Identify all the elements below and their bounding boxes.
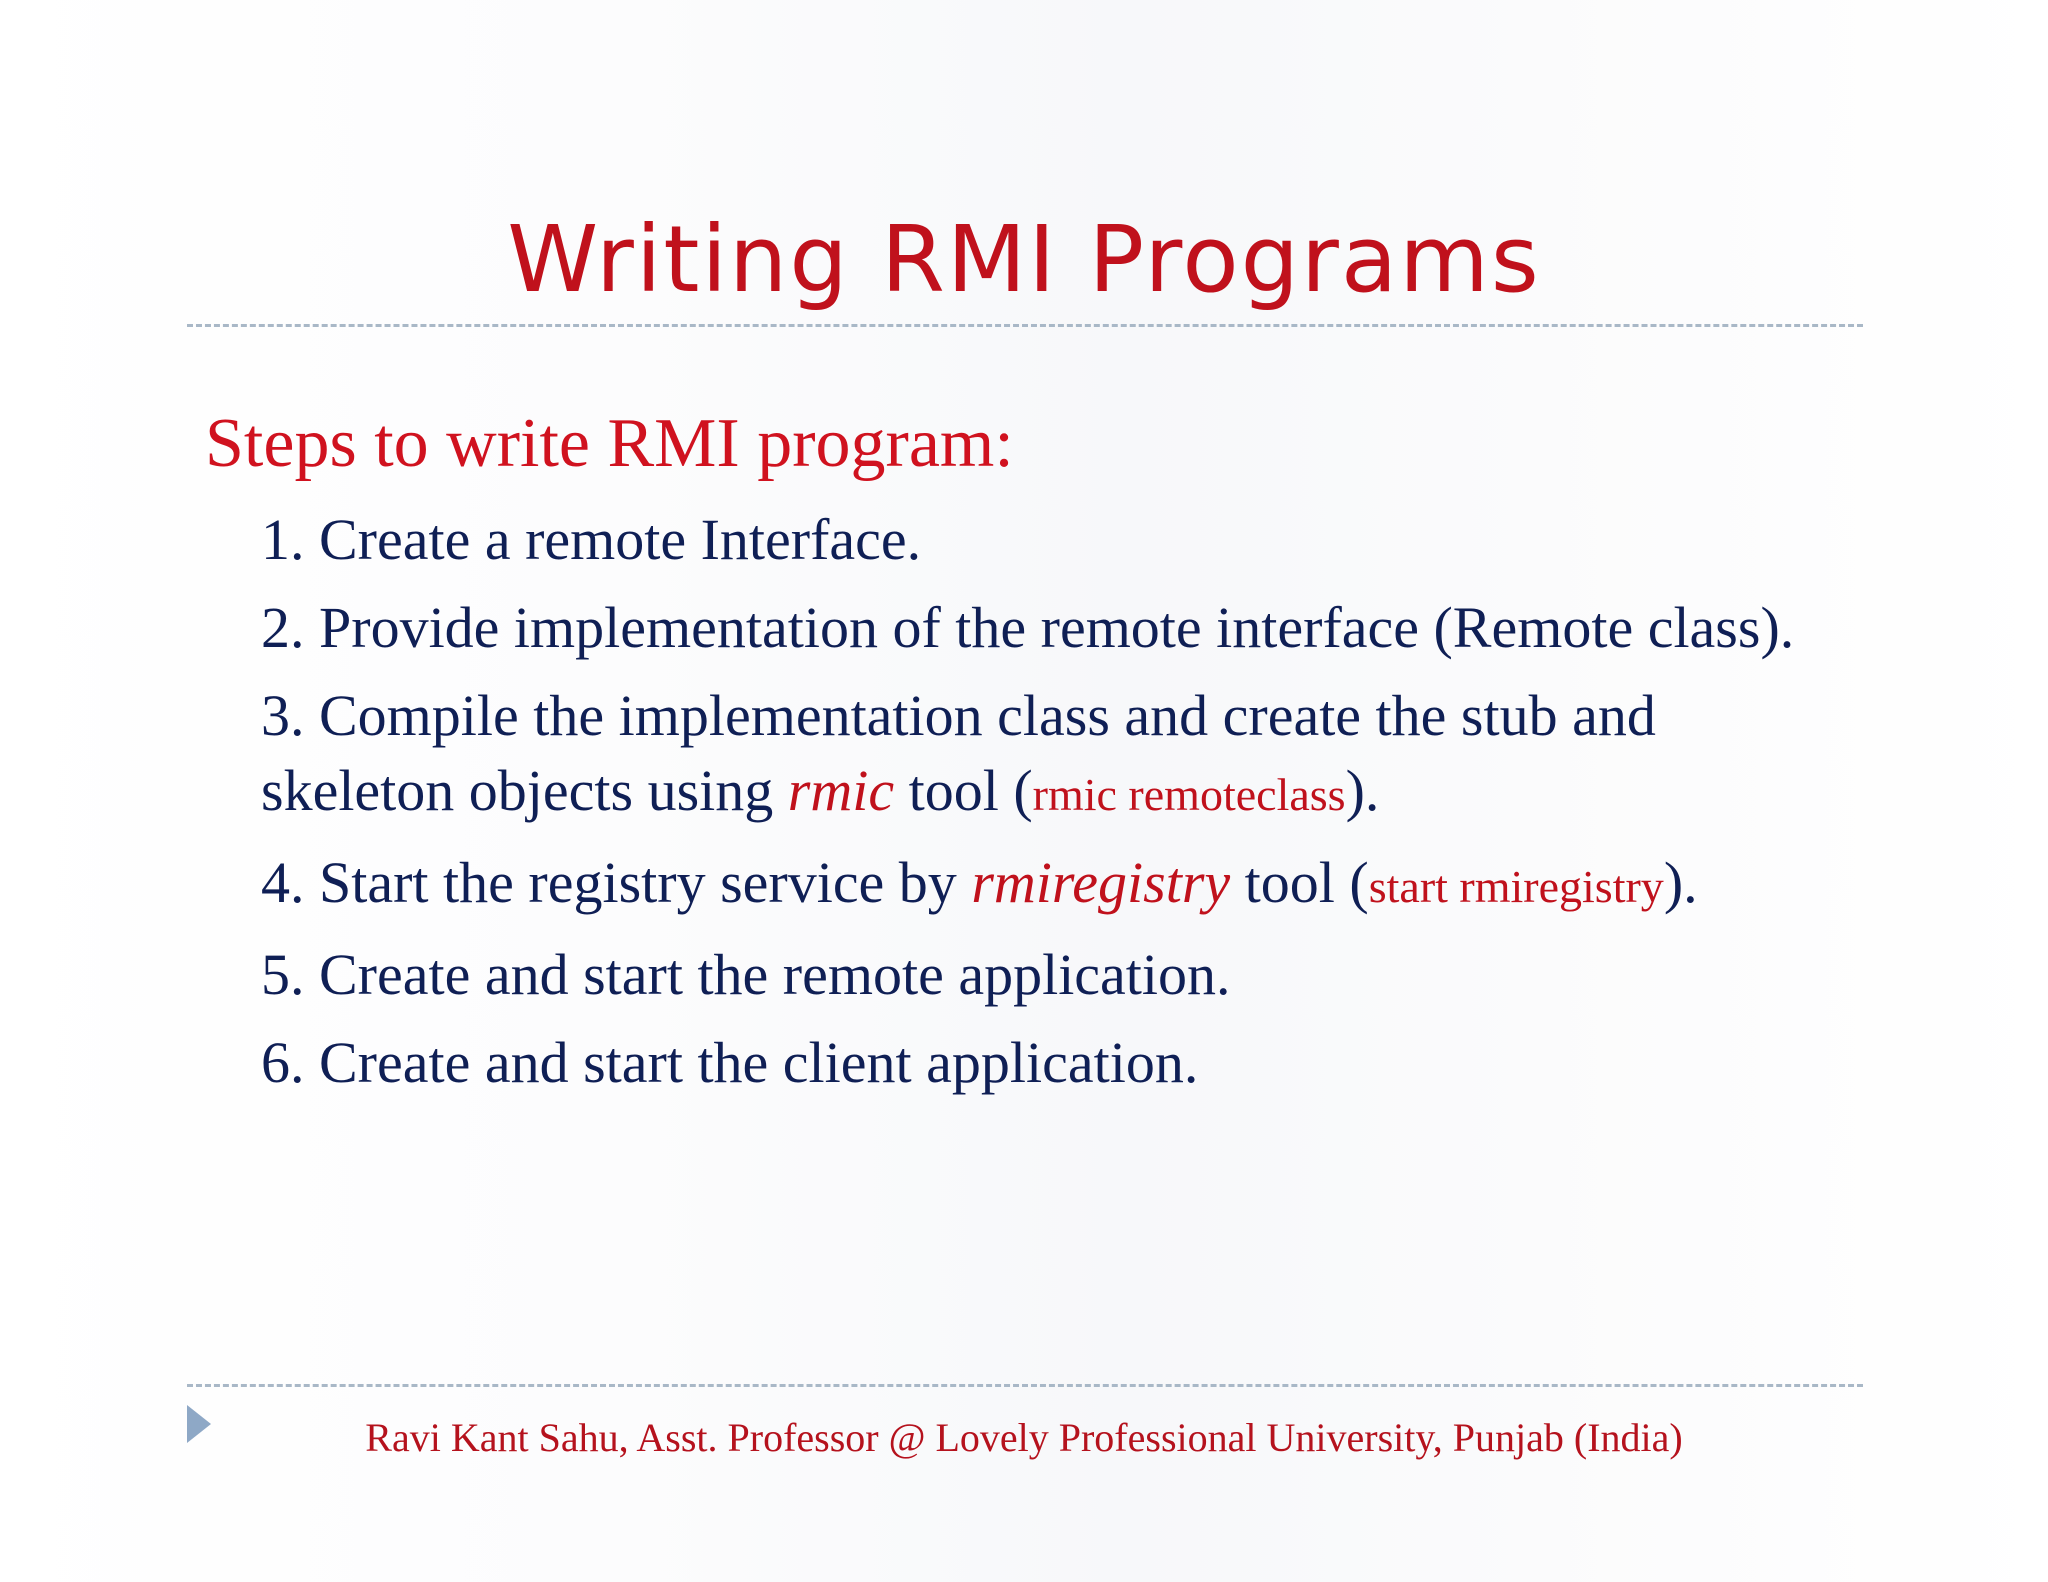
step-item-4 [261, 845, 1841, 924]
slide-title: Writing RMI Programs [507, 206, 1541, 313]
rmiregistry-tool-name: rmiregistry [971, 850, 1231, 915]
step-item-5: 5. Create and start the remote application. [261, 942, 1231, 1007]
step-4-tool-word: tool ( [1230, 850, 1369, 915]
step-3-tool-word: tool ( [894, 758, 1033, 823]
footer-credit: Ravi Kant Sahu, Asst. Professor @ Lovely Professional University, Punjab (India) [365, 1415, 1683, 1460]
footer-divider [187, 1384, 1863, 1387]
rmiregistry-command: start rmiregistry [1368, 861, 1664, 912]
step-item-3 [261, 678, 1841, 832]
step-3-close: ). [1345, 758, 1380, 823]
step-item-6: 6. Create and start the client application. [261, 1030, 1199, 1095]
rmic-tool-name: rmic [787, 758, 895, 823]
steps-list [261, 502, 1841, 1100]
step-3-text: 3. Compile the implementation class and create the stub and skeleton objects using [261, 683, 1656, 823]
rmic-command: rmic remoteclass [1032, 769, 1346, 820]
section-heading: Steps to write RMI program: [205, 405, 1014, 482]
title-divider [187, 324, 1863, 327]
step-4-close: ). [1663, 850, 1698, 915]
step-item-2: 2. Provide implementation of the remote interface (Remote class). [261, 595, 1795, 660]
step-4-text: 4. Start the registry service by [261, 850, 972, 915]
step-item-1: 1. Create a remote Interface. [261, 507, 922, 572]
